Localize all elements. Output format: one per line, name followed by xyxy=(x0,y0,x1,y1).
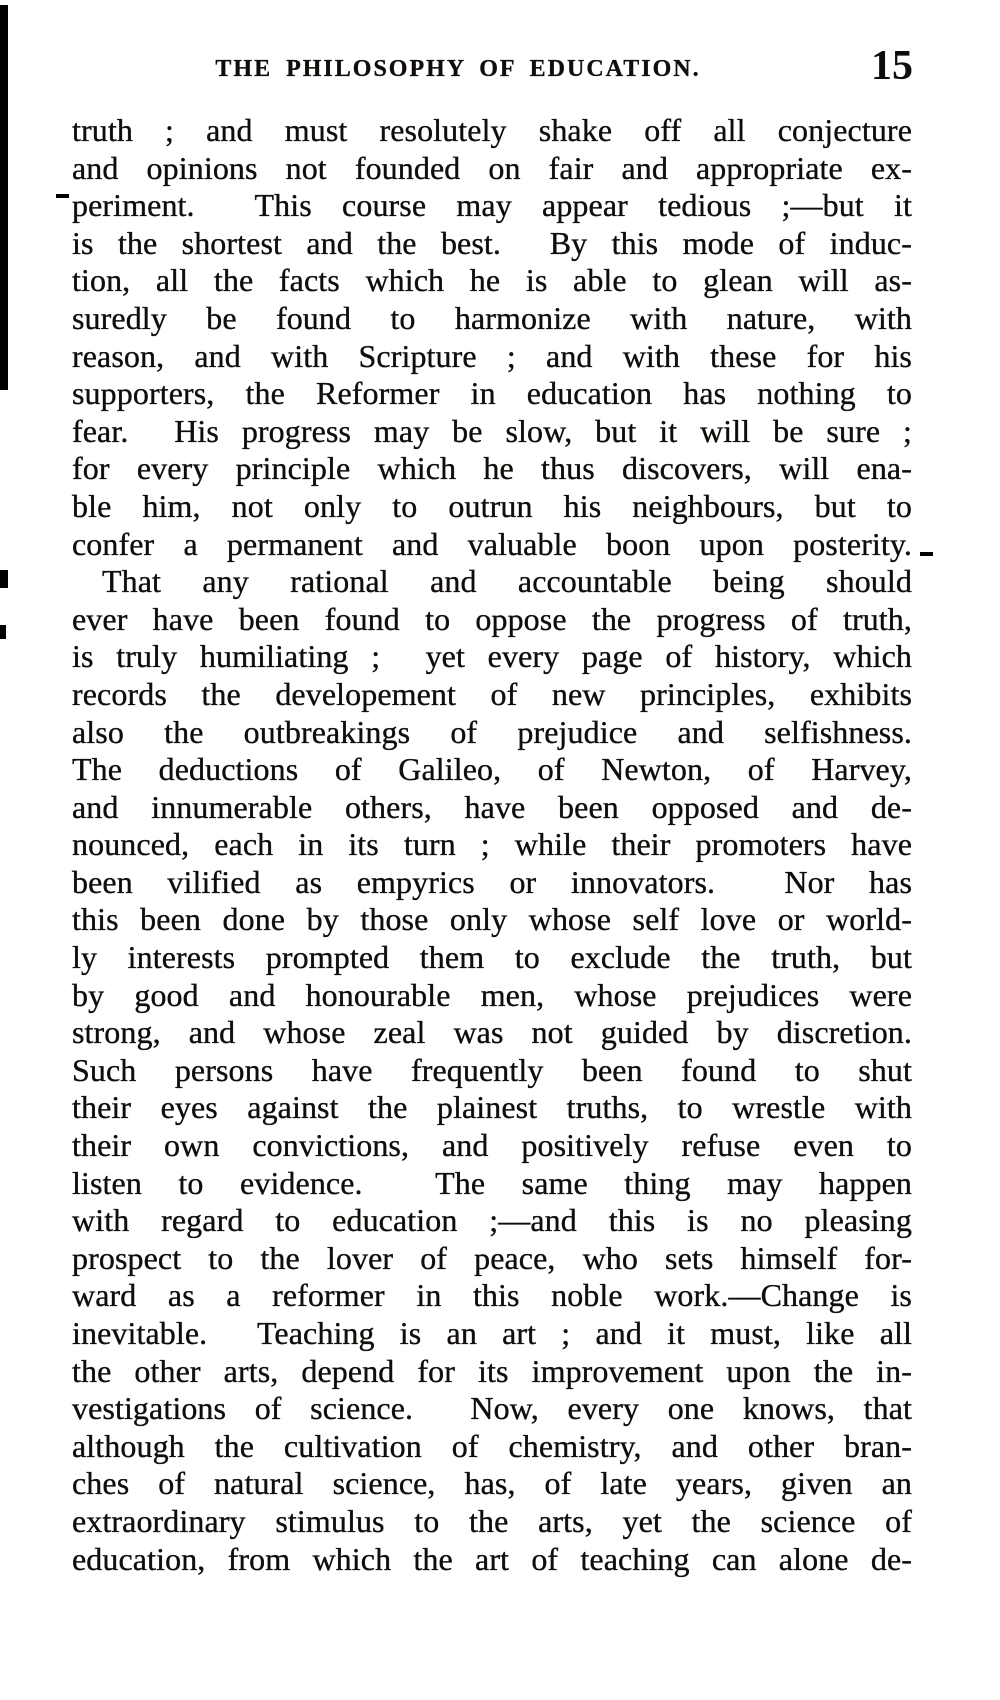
text-line: their own convictions, and positively refuse even to xyxy=(72,1127,912,1164)
text-line: ches of natural science, has, of late years, given an xyxy=(72,1465,912,1502)
text-line: and innumerable others, have been opposed and de- xyxy=(72,788,912,825)
text-line: reason, and with Scripture ; and with these for his xyxy=(72,337,912,374)
text-line: extraordinary stimulus to the arts, yet the science of xyxy=(72,1502,912,1539)
text-line: and opinions not founded on fair and appropriate ex- xyxy=(72,149,912,186)
text-line: with regard to education ;—and this is no pleasing xyxy=(72,1202,912,1239)
text-line: vestigations of science. Now, every one knows, that xyxy=(72,1390,912,1427)
text-line: is truly humiliating ; yet every page of history, which xyxy=(72,638,912,675)
text-line: suredly be found to harmonize with nature, with xyxy=(72,299,912,336)
text-line: is the shortest and the best. By this mode of induc- xyxy=(72,224,912,261)
text-line: confer a permanent and valuable boon upon posterity. xyxy=(72,525,912,562)
text-line: supporters, the Reformer in education has nothing to xyxy=(72,375,912,412)
text-line: by good and honourable men, whose prejudices were xyxy=(72,976,912,1013)
text-line: education, from which the art of teaching can alone de- xyxy=(72,1540,912,1577)
text-line: their eyes against the plainest truths, to wrestle with xyxy=(72,1089,912,1126)
text-line: prospect to the lover of peace, who sets himself for- xyxy=(72,1239,912,1276)
page-header xyxy=(0,43,1000,92)
text-line: That any rational and accountable being should xyxy=(102,563,912,600)
scan-artifact-margin-dash xyxy=(920,552,933,556)
text-line: ble him, not only to outrun his neighbours, but to xyxy=(72,487,912,524)
text-line: Such persons have frequently been found to shut xyxy=(72,1051,912,1088)
scan-artifact-left-mark xyxy=(0,625,6,639)
text-line: The deductions of Galileo, of Newton, of Harvey, xyxy=(72,751,912,788)
page-number: 15 xyxy=(871,43,913,89)
paragraph xyxy=(72,112,912,563)
text-line: inevitable. Teaching is an art ; and it must, like all xyxy=(72,1315,912,1351)
text-line: also the outbreakings of prejudice and selfishness. xyxy=(72,713,912,750)
text-line: strong, and whose zeal was not guided by discretion. xyxy=(72,1014,912,1051)
paragraph xyxy=(72,563,912,1578)
text-line: tion, all the facts which he is able to glean will as- xyxy=(72,262,912,299)
text-line: ward as a reformer in this noble work.—Change is xyxy=(72,1277,912,1314)
header-title: THE PHILOSOPHY OF EDUCATION. xyxy=(215,56,701,82)
scan-artifact-margin-dash xyxy=(56,194,69,198)
text-line: listen to evidence. The same thing may happen xyxy=(72,1164,912,1201)
page-body xyxy=(72,112,912,1578)
text-line: nounced, each in its turn ; while their promoters have xyxy=(72,826,912,863)
text-line: although the cultivation of chemistry, and other bran- xyxy=(72,1427,912,1464)
text-line: periment. This course may appear tedious ;—but it xyxy=(72,187,912,224)
text-line: truth ; and must resolutely shake off all conjecture xyxy=(72,112,912,148)
text-line: records the developement of new principles, exhibits xyxy=(72,675,912,712)
text-line: this been done by those only whose self love or world- xyxy=(72,901,912,938)
text-line: ly interests prompted them to exclude the truth, but xyxy=(72,939,912,976)
text-line: the other arts, depend for its improvement upon the in- xyxy=(72,1352,912,1389)
text-line: been vilified as empyrics or innovators. Nor has xyxy=(72,863,912,900)
scan-artifact-left-mark xyxy=(0,570,8,588)
text-line: for every principle which he thus discovers, will ena- xyxy=(72,450,912,487)
text-line: fear. His progress may be slow, but it will be sure ; xyxy=(72,412,912,449)
text-line: ever have been found to oppose the progress of truth, xyxy=(72,600,912,637)
